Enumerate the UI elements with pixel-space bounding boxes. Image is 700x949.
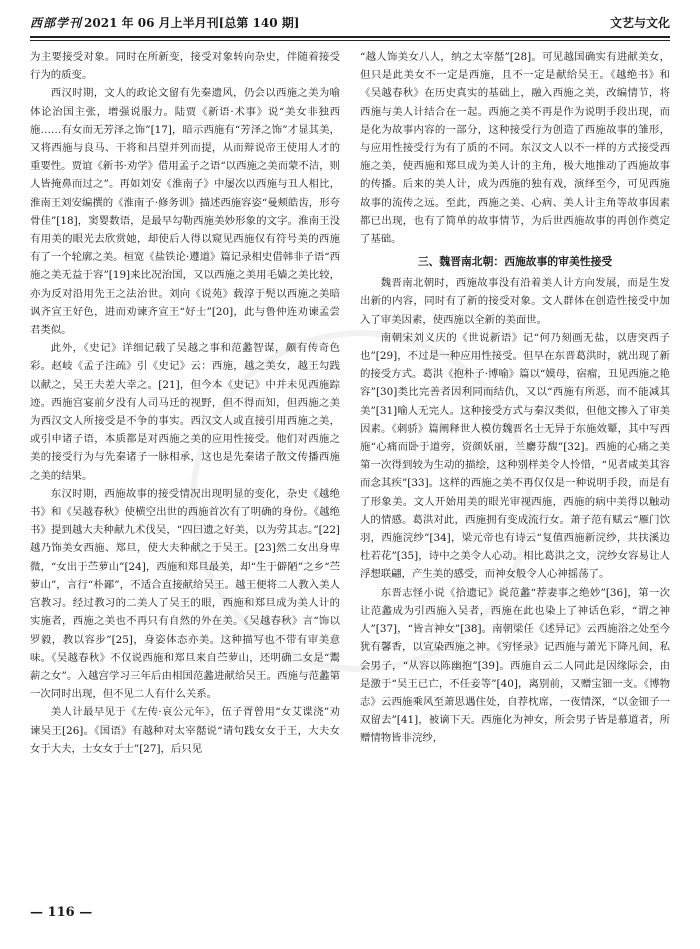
header-rule	[30, 36, 670, 38]
paragraph: 西汉时期，文人的政论文留有先秦遗风，仍会以西施之美为喻体论治国主张，增强说服力。陆贾《新语·术事》说“美女非独西施……有女而无芳泽之饰”[17]，暗示西施有“芳泽之饰”才显其美，又将西施与良马、干将和吕望并列而提，从而辩说帝王使用人才的重要性。贾谊《新书·劝学》借用孟子之语“以西施之美而蒙不洁，则人皆掩鼻而过之”。再如刘安《淮南子》中屡次以西施与丑人相比，淮南王刘安编撰的《淮南子·修务训》描述西施容姿“曼颊皓齿，形夸骨佳”[18]，窦婴数语，是最早勾勒西施美妙形象的文字。淮南王没有用美的眼光去欣赏她，却使后人得以窥见西施仅有符号美的西施有了一个轮廓之美。桓宽《盐铁论·遵道》篇记录相史借韩非子语“西施之美无益于容”[19]来比况治国，又以西施之美用毛嫱之美比较，亦为反对沿用先王之法治世。刘向《说苑》载淳于髡以西施之美暗讽齐宣王好色，进而劝谏齐宣王“好士”[20]，此与鲁仲连劝谏孟尝君类似。	[30, 87, 340, 337]
left-column	[30, 48, 340, 758]
paragraph: 为主要接受对象。同时在所新变，接受对象转向杂史，伴随着接受行为的质变。	[30, 51, 340, 82]
issue-info: 2021 年 06 月上半月刊[总第 140 期]	[84, 16, 300, 30]
right-column	[360, 48, 670, 748]
paragraph: 美人计最早见于《左传·哀公元年》，伍子胥曾用“女艾谍浇”劝谏吴王[26]。《国语》有越种对太宰嚭说“请句践女女于王，大夫女女于大夫，士女女于士”[27]，后只见	[30, 706, 340, 755]
section-title: 文艺与文化	[609, 16, 670, 30]
paragraph: 此外，《史记》详细记载了吴越之事和范蠡智谋，颇有传奇色彩。赵岐《孟子注疏》引《史记》云：西施，越之美女，越王勾践以献之，吴王夫差大幸之。[21]，但今本《史记》中并未见西施踪迹。西施宫宴前夕没有人司马迁的视野，但不得而知，但西施之美为西汉文人所接受是不争的事实。西汉文人或直接引用西施之美，或引申诸子语，本质都是对西施之美的应用性接受。他们对西施之美的接受行为与先秦诸子一脉相承，这也是先秦诸子散文传播西施之美的结果。	[30, 342, 340, 482]
page-number: — 116 —	[30, 905, 93, 920]
paragraph: 魏晋南北朝时，西施故事没有沿着美人计方向发展，而是生发出新的内容，同时有了新的接受对象。文人群体在创造性接受中加入了审美因素，使西施以全新的美面世。	[360, 277, 670, 326]
section-heading: 三、魏晋南北朝：西施故事的审美性接受	[417, 255, 613, 269]
journal-logo: 西部学刊	[30, 16, 83, 30]
paragraph: “越人饰美女八人，纳之太宰嚭”[28]。可见越国确实有进献美女，但只是此美女不一定是西施，且不一定是献给吴王。《越绝书》和《吴越春秋》在历史真实的基础上，融入西施之美，改编情节，将西施与美人计结合在一起。西施之美不再是作为说明手段出现，而是化为故事内容的一部分，这种接受行为创造了西施故事的雏形，与应用性接受行为有了质的不同。东汉文人以不一样的方式接受西施之美，使西施和郑旦成为美人计的主角，极大地推动了西施故事的传播。后来的美人计，成为西施的独有戏，演绎至今，可见西施故事的流传之远。至此，西施之美、心病、美人计主角等故事因素都已出现，也有了简单的故事情节，为后世西施故事的再创作奠定了基础。	[360, 51, 670, 246]
header-rule-thin	[30, 40, 670, 41]
journal-masthead	[30, 14, 299, 31]
page-header	[30, 10, 670, 36]
paragraph: 南朝宋刘义庆的《世说新语》记“何乃刻画无盐，以唐突西子也”[29]，不过是一种应用性接受。但早在东晋葛洪时，就出现了新的接受方式。葛洪《抱朴子·博喻》篇以“嫫母，宿瘤，丑见西施之艳容”[30]类比完善者因利同而结仇，又以“西施有所恶，而不能减其美”[31]喻人无完人。这种接受方式与秦汉类似，但他文掺入了审美因素。《刺骄》篇阐释世人模仿魏晋名士无异于东施效颦，其中写西施“心痛而卧于道旁，资颜妖丽，兰麝芬馥”[32]。西施的心痛之美第一次得到较为生动的描绘，这种别样美令人怜惜，“见者咸美其容而念其疾”[33]。这样的西施之美不再仅仅是一种说明手段，而是有了形象美。文人开始用美的眼光审视西施，西施的病中美得以触动人的情感。葛洪对此，西施拥有变成流行女。萧子范有赋云“雁门饮羽，西施浣纱”[34]，梁元帝也有诗云“复值西施新浣纱，共扶溪边杜若花”[35]，诗中之美令人心动。相比葛洪之文，浣纱女容易让人浮想联翩，产生美的感受，而神女般令人心神摇荡了。	[360, 331, 670, 581]
paragraph: 东汉时期，西施故事的接受情况出现明显的变化，杂史《越绝书》和《吴越春秋》使横空出世的西施首次有了明确的身份。《越绝书》提到越大夫种献九术伐吴，“四曰遗之好美，以为劳其志。”[22]越乃饰美女西施、郑旦，使大夫种献之于吴王。[23]然二女出身卑微，“女出于苎萝山”[24]，西施和郑旦最美，却“生于僻陋”之乡“苎萝山”，言行“朴鄙”，不适合直接献给吴王。越王便将二人教入美人宫教习。经过教习的二美人了吴王的眼，西施和郑旦成为美人计的实施者，西施之美也不再只有自然的外在美。《吴越春秋》言“饰以罗毅，教以容步”[25]，身姿体态亦美。这种描写也不带有审美意味。《吴越春秋》不仅说西施和郑旦来自苎萝山，还明确二女是“鬻薪之女”。入越宫学习三年后由相国范蠡进献给吴王。西施与范蠡第一次同时出现，但不见二人有什么关系。	[30, 487, 340, 701]
paragraph: 东晋志怪小说《拾遗记》说范蠡“荐妻事之绝妙”[36]，第一次让范蠡成为引西施入吴者，西施在此也染上了神话色彩，“谓之神人”[37]，“皆言神女”[38]。南朝梁任《述异记》云西施浴之处至今犹有馨香，以宣染西施之神。《穷怪录》记西施与萧光下降凡间，私会男子，“从容以陈幽抱”[39]。西施自云二人同此是因缘际会，由是激于“吴王已亡，不任妾等”[40]，离别前，又赠宝钿一支。《博物志》云西施乘风至萧思遇住处，自荐枕席，一夜情深，“以金钿子一双留去”[41]，被谪下天。西施化为神女，所会男子皆是慕道者，所赠情物皆非浣纱，	[360, 586, 670, 745]
